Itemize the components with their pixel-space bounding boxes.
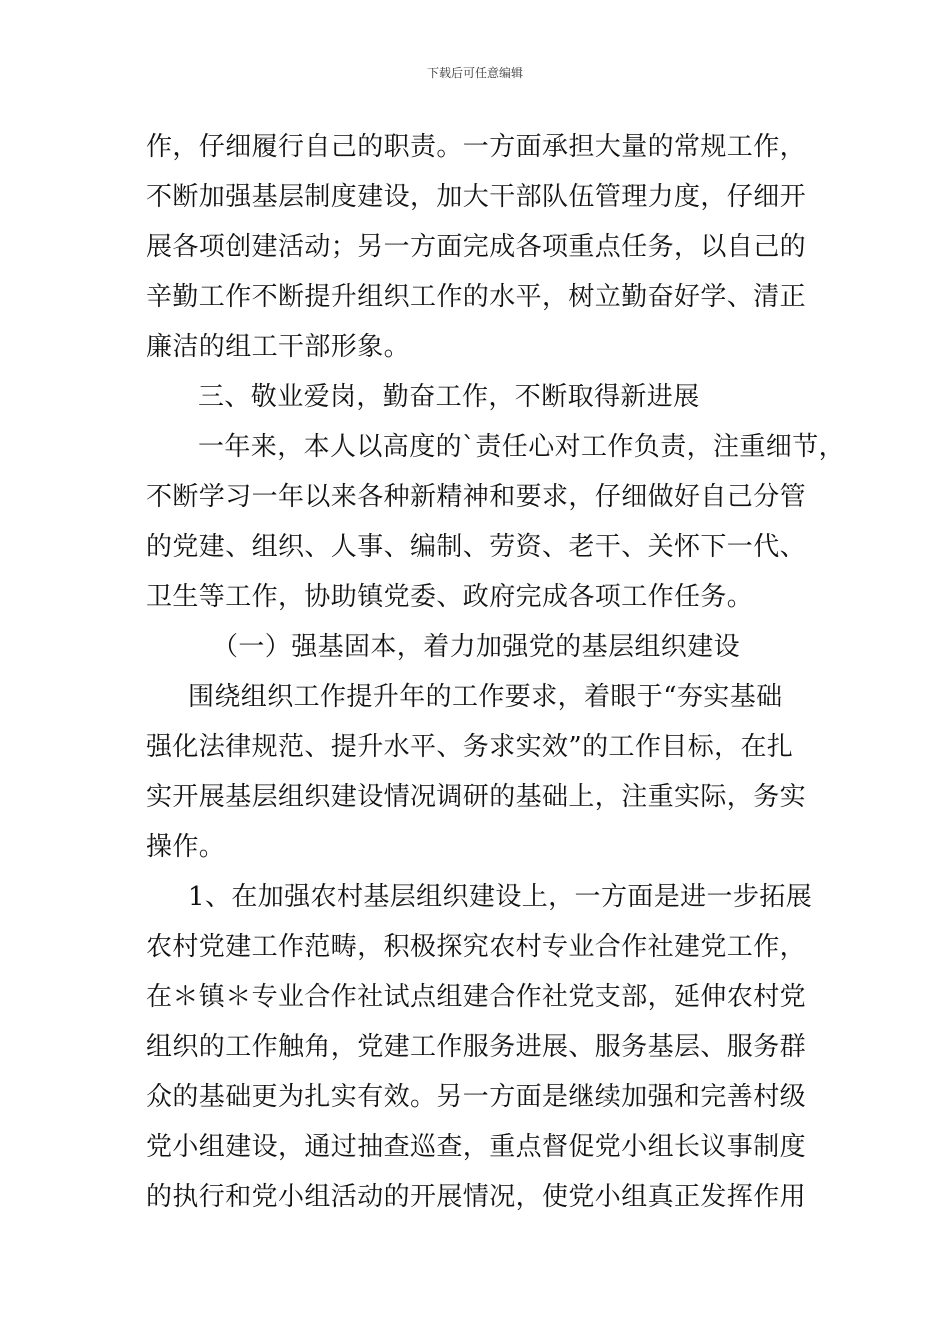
text-line: 强化法律规范、提升水平、务求实效”的工作目标，在扎 xyxy=(146,732,794,762)
text-line: 作，仔细履行自己的职责。一方面承担大量的常规工作， xyxy=(146,132,807,162)
text-line: 辛勤工作不断提升组织工作的水平，树立勤奋好学、清正 xyxy=(146,282,807,312)
text-line: 农村党建工作范畴，积极探究农村专业合作社建党工作， xyxy=(146,932,807,962)
paragraph-start: 一年来，本人以高度的`责任心对工作负责，注重细节， xyxy=(198,432,846,462)
text-line: 不断加强基层制度建设，加大干部队伍管理力度，仔细开 xyxy=(146,182,807,212)
text-line: 廉洁的组工干部形象。 xyxy=(146,332,411,362)
text-line: 组织的工作触角，党建工作服务进展、服务基层、服务群 xyxy=(146,1032,807,1062)
section-heading: 三、敬业爱岗，勤奋工作，不断取得新进展 xyxy=(198,382,700,412)
paragraph-start: 1、在加强农村基层组织建设上，一方面是进一步拓展 xyxy=(188,882,813,912)
text-line: 的执行和党小组活动的开展情况，使党小组真正发挥作用 xyxy=(146,1182,807,1212)
document-body xyxy=(146,128,846,1228)
text-line: 众的基础更为扎实有效。另一方面是继续加强和完善村级 xyxy=(146,1082,807,1112)
subsection-heading: （一）强基固本，着力加强党的基层组织建设 xyxy=(212,632,741,662)
text-line: 卫生等工作，协助镇党委、政府完成各项工作任务。 xyxy=(146,582,754,612)
text-line: 展各项创建活动；另一方面完成各项重点任务，以自己的 xyxy=(146,232,807,262)
text-line: 的党建、组织、人事、编制、劳资、老干、关怀下一代、 xyxy=(146,532,807,562)
paragraph-start: 围绕组织工作提升年的工作要求，着眼于“夯实基础 xyxy=(188,682,783,712)
text-line: 操作。 xyxy=(146,832,226,862)
text-line: 党小组建设，通过抽查巡查，重点督促党小组长议事制度 xyxy=(146,1132,807,1162)
text-line: 在＊镇＊专业合作社试点组建合作社党支部，延伸农村党 xyxy=(146,982,807,1012)
text-line: 实开展基层组织建设情况调研的基础上，注重实际，务实 xyxy=(146,782,807,812)
page-header: 下载后可任意编辑 xyxy=(426,66,523,80)
text-line: 不断学习一年以来各种新精神和要求，仔细做好自己分管 xyxy=(146,482,807,512)
